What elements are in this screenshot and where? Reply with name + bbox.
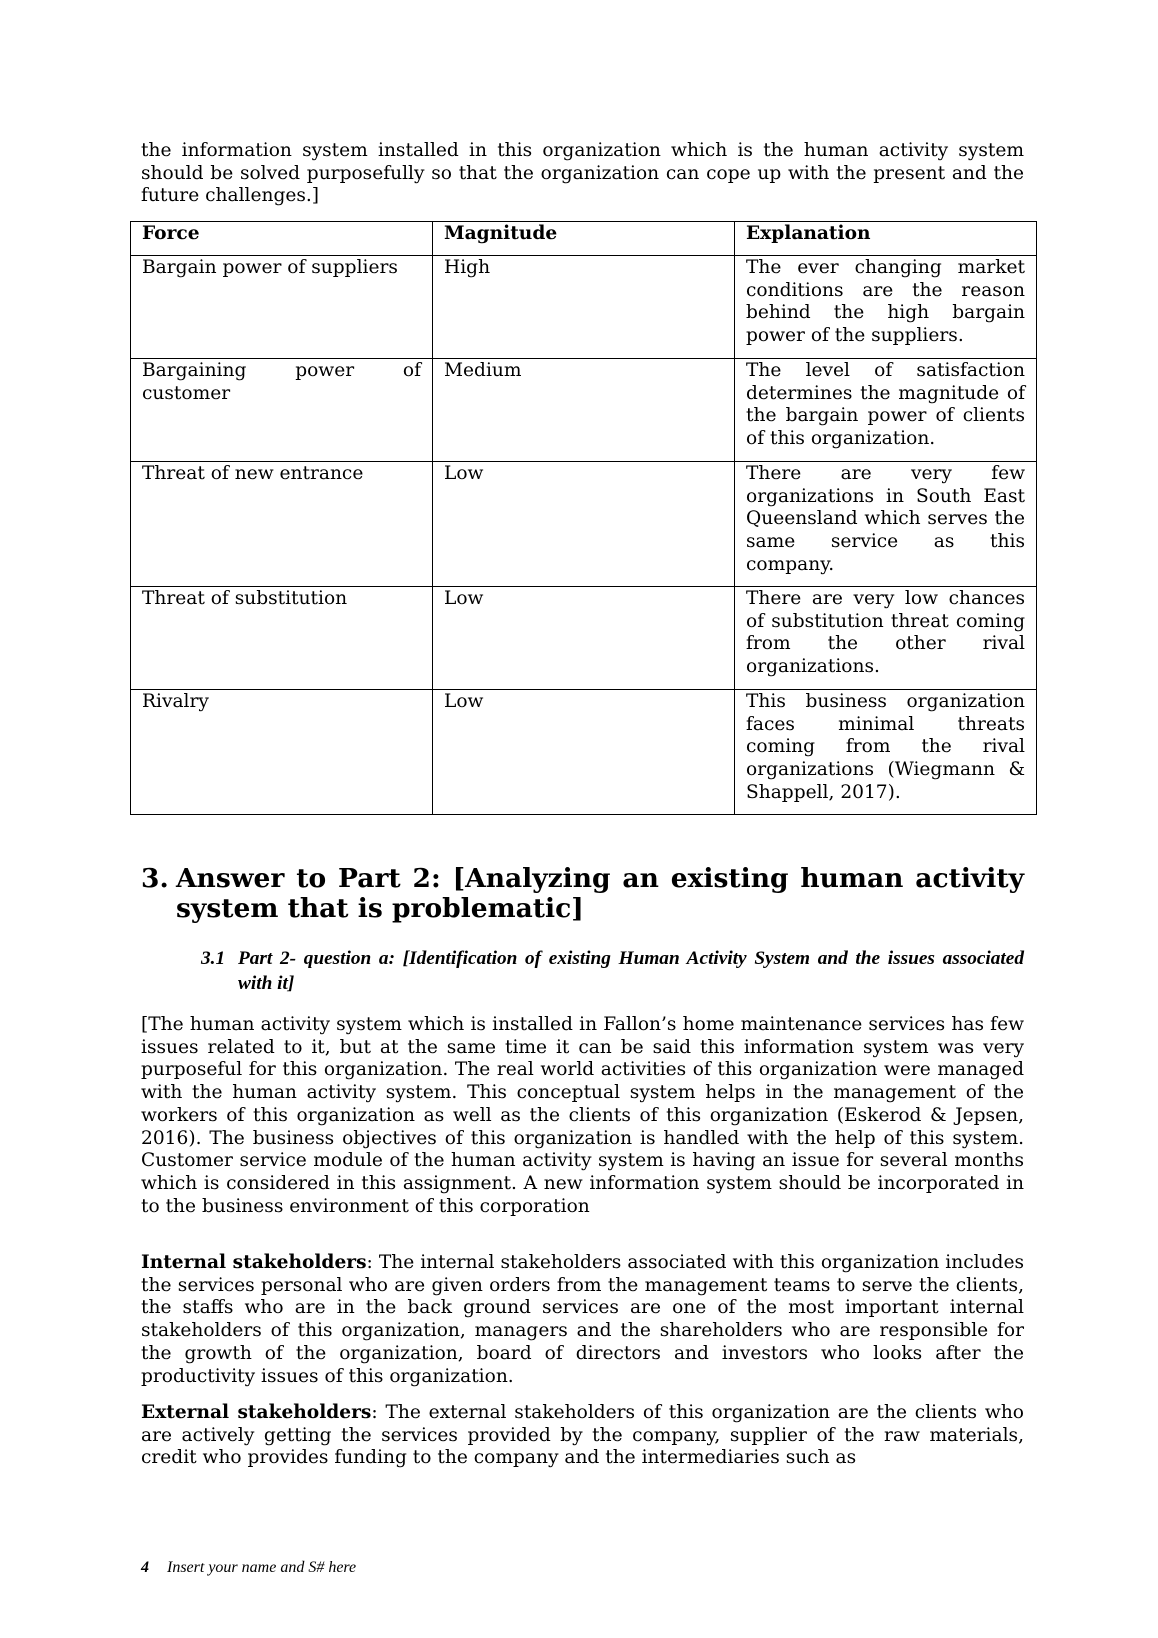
section-3-heading [141, 864, 1024, 924]
external-stakeholders-paragraph [141, 1402, 1024, 1470]
cell-force: Threat of new entrance [131, 462, 433, 587]
table-row [131, 462, 1037, 587]
cell-magnitude: Medium [433, 359, 735, 462]
cell-force: Threat of substitution [131, 587, 433, 690]
cell-magnitude: High [433, 256, 735, 359]
section-3-1-title: Part 2- question a: [Identification of existing Human Activity System and the issues associated with it] [238, 948, 1024, 994]
cell-explanation: There are very few organizations in South East Queensland which serves the same service as this company. [735, 462, 1037, 587]
section-3-1-heading [201, 946, 1024, 996]
cell-magnitude: Low [433, 690, 735, 815]
page-footer [141, 1559, 356, 1577]
table-row [131, 690, 1037, 815]
header-force: Force [131, 222, 433, 256]
section-3-number: 3. [141, 863, 169, 894]
header-explanation: Explanation [735, 222, 1037, 256]
body-paragraph-has: [The human activity system which is installed in Fallon’s home maintenance services has few issues related to it, but at the same time it can be said this information system was very purposeful for this organization. The real world activities of this organization were managed with the human activity system. This conceptual system helps in the management of the workers of this organization as well as the clients of this organization (Eskerod & Jepsen, 2016). The business objectives of this organization is handled with the help of this system. Customer service module of the human activity system is having an issue for several months which is considered in this assignment. A new information system should be incorporated in to the business environment of this corporation [141, 1014, 1024, 1217]
cell-magnitude: Low [433, 462, 735, 587]
internal-stakeholders-text: : The internal stakeholders associated with this organization includes the services personal who are given orders from the management teams to serve the clients, the staffs who are in the back ground services are one of the most important internal stakeholders of this organization, managers and the shareholders who are responsible for the growth of the organization, board of directors and investors who looks after the productivity issues of this organization. [141, 1252, 1024, 1387]
section-3-title: Answer to Part 2: [Analyzing an existing human activity system that is problematic] [176, 863, 1024, 924]
cell-force: Bargain power of suppliers [131, 256, 433, 359]
section-3-1-number: 3.1 [201, 948, 226, 969]
porters-five-forces-table [130, 221, 1037, 815]
table-row [131, 587, 1037, 690]
table-header-row [131, 222, 1037, 256]
external-stakeholders-text: : The external stakeholders of this organization are the clients who are actively getting the services provided by the company, supplier of the raw materials, credit who provides funding to the company and the intermediaries such as [141, 1402, 1024, 1469]
internal-stakeholders-paragraph [141, 1252, 1024, 1388]
table-row [131, 359, 1037, 462]
header-magnitude: Magnitude [433, 222, 735, 256]
cell-explanation: The level of satisfaction determines the magnitude of the bargain power of clients of this organization. [735, 359, 1037, 462]
footer-text: Insert your name and S# here [167, 1559, 357, 1576]
cell-explanation: The ever changing market conditions are the reason behind the high bargain power of the suppliers. [735, 256, 1037, 359]
cell-explanation: This business organization faces minimal threats coming from the rival organizations (Wiegmann & Shappell, 2017). [735, 690, 1037, 815]
page-number: 4 [141, 1559, 149, 1576]
cell-force: Rivalry [131, 690, 433, 815]
intro-paragraph: the information system installed in this organization which is the human activity system should be solved purposefully so that the organization can cope up with the present and the future challenges.] [141, 140, 1024, 207]
cell-explanation: There are very low chances of substitution threat coming from the other rival organizations. [735, 587, 1037, 690]
external-stakeholders-label: External stakeholders [141, 1402, 372, 1423]
cell-force: Bargaining power of customer [131, 359, 433, 462]
cell-magnitude: Low [433, 587, 735, 690]
internal-stakeholders-label: Internal stakeholders [141, 1252, 367, 1273]
table-row [131, 256, 1037, 359]
